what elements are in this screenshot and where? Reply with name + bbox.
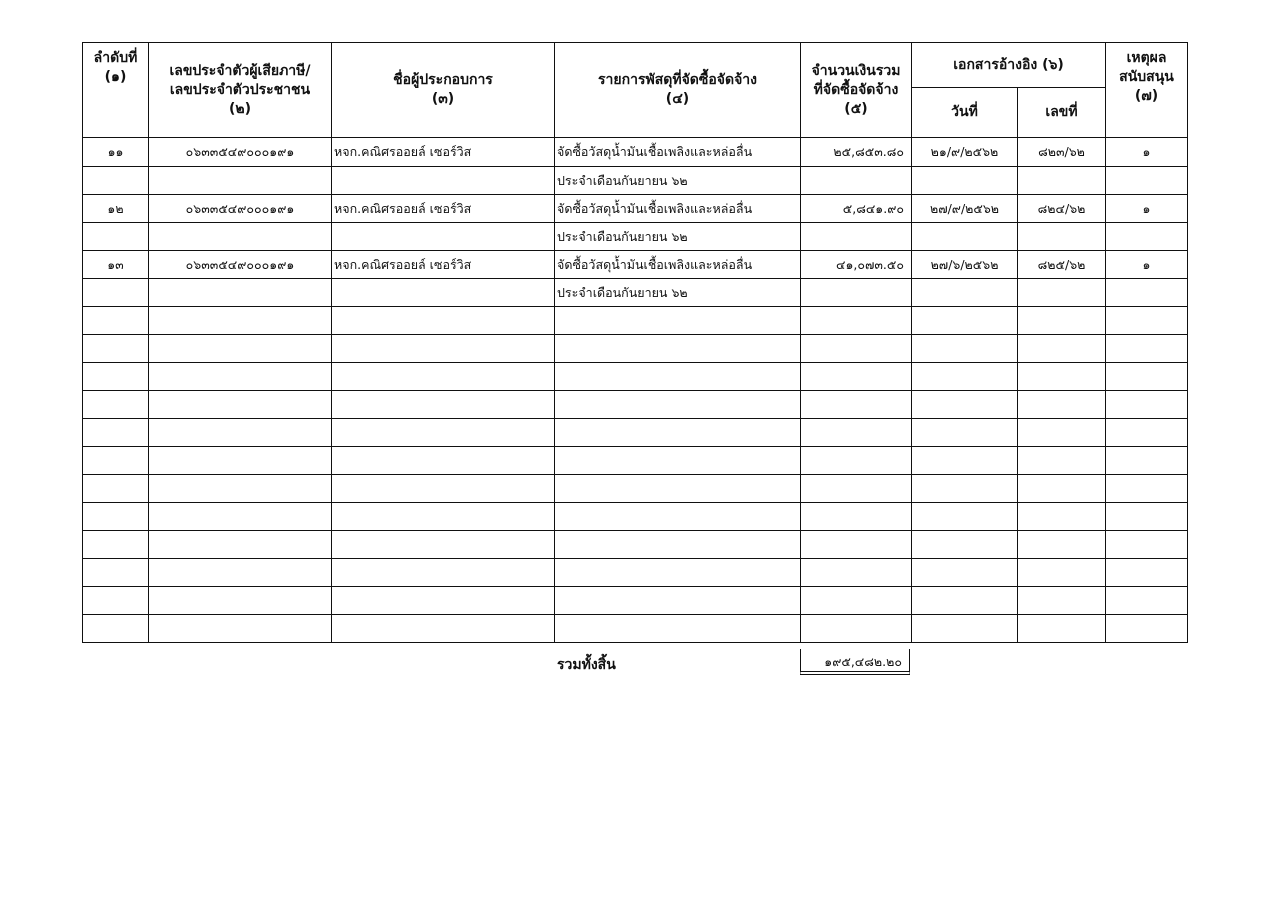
amount-cell	[801, 531, 912, 559]
reason-cell: ๑	[1106, 251, 1188, 279]
taxid-cell	[149, 615, 332, 643]
vendor-cell	[332, 223, 555, 251]
taxid-cell	[149, 419, 332, 447]
amount-cell	[801, 587, 912, 615]
order-cell	[83, 391, 149, 419]
amount-cell	[801, 475, 912, 503]
amount-cell	[801, 447, 912, 475]
item-cell: จัดซื้อวัสดุน้ำมันเชื้อเพลิงและหล่อลื่น	[555, 138, 801, 167]
ref-date-cell	[912, 391, 1018, 419]
reason-cell: ๑	[1106, 138, 1188, 167]
item-cell: ประจำเดือนกันยายน ๖๒	[555, 223, 801, 251]
ref-date-cell: ๒๑/๙/๒๕๖๒	[912, 138, 1018, 167]
ref-date-cell	[912, 587, 1018, 615]
header-vendor-num: (๓)	[431, 91, 455, 107]
order-cell	[83, 419, 149, 447]
ref-no-cell	[1018, 587, 1106, 615]
vendor-cell	[332, 279, 555, 307]
order-cell	[83, 363, 149, 391]
reason-cell	[1106, 615, 1188, 643]
vendor-cell: หจก.คณิศรออยล์ เซอร์วิส	[332, 251, 555, 279]
header-reason-line2: สนับสนุน	[1119, 69, 1174, 85]
item-cell	[555, 531, 801, 559]
taxid-cell	[149, 475, 332, 503]
amount-cell	[801, 559, 912, 587]
taxid-cell: ๐๖๓๓๕๔๙๐๐๐๑๙๑	[149, 251, 332, 279]
order-cell	[83, 503, 149, 531]
item-cell	[555, 615, 801, 643]
header-ref-no: เลขที่	[1018, 88, 1106, 138]
table-row	[83, 138, 1188, 167]
ref-no-cell	[1018, 363, 1106, 391]
vendor-cell	[332, 335, 555, 363]
order-cell	[83, 307, 149, 335]
reason-cell	[1106, 559, 1188, 587]
ref-no-cell	[1018, 503, 1106, 531]
header-amount-line2: ที่จัดซื้อจัดจ้าง	[813, 81, 899, 98]
item-cell	[555, 559, 801, 587]
table-row	[83, 391, 1188, 419]
amount-cell	[801, 279, 912, 307]
item-cell: ประจำเดือนกันยายน ๖๒	[555, 167, 801, 195]
ref-date-cell	[912, 475, 1018, 503]
taxid-cell	[149, 307, 332, 335]
vendor-cell	[332, 419, 555, 447]
order-cell	[83, 531, 149, 559]
reason-cell	[1106, 391, 1188, 419]
amount-cell	[801, 223, 912, 251]
item-cell	[555, 503, 801, 531]
ref-date-cell	[912, 335, 1018, 363]
header-order-num: (๑)	[104, 69, 127, 85]
ref-date-cell	[912, 307, 1018, 335]
order-cell	[83, 475, 149, 503]
header-taxid	[149, 43, 332, 138]
table-row	[83, 531, 1188, 559]
ref-no-cell	[1018, 531, 1106, 559]
amount-cell	[801, 391, 912, 419]
order-cell: ๑๒	[83, 195, 149, 223]
header-reason-num: (๗)	[1134, 88, 1159, 104]
reason-cell	[1106, 447, 1188, 475]
reason-cell	[1106, 167, 1188, 195]
header-taxid-line2: เลขประจำตัวประชาชน	[169, 81, 311, 98]
order-cell	[83, 559, 149, 587]
header-order	[83, 43, 149, 138]
reason-cell	[1106, 587, 1188, 615]
taxid-cell	[149, 335, 332, 363]
header-vendor	[332, 43, 555, 138]
table-row	[83, 363, 1188, 391]
ref-no-cell	[1018, 307, 1106, 335]
taxid-cell	[149, 447, 332, 475]
order-cell	[83, 335, 149, 363]
ref-date-cell	[912, 223, 1018, 251]
table-row	[83, 475, 1188, 503]
taxid-cell	[149, 279, 332, 307]
ref-no-cell	[1018, 615, 1106, 643]
table-row	[83, 587, 1188, 615]
item-cell: จัดซื้อวัสดุน้ำมันเชื้อเพลิงและหล่อลื่น	[555, 195, 801, 223]
table-row	[83, 447, 1188, 475]
reason-cell: ๑	[1106, 195, 1188, 223]
vendor-cell: หจก.คณิศรออยล์ เซอร์วิส	[332, 195, 555, 223]
amount-cell	[801, 307, 912, 335]
ref-date-cell	[912, 167, 1018, 195]
ref-date-cell	[912, 447, 1018, 475]
taxid-cell	[149, 503, 332, 531]
taxid-cell	[149, 391, 332, 419]
table-row	[83, 559, 1188, 587]
item-cell	[555, 475, 801, 503]
table-row	[83, 251, 1188, 279]
reason-cell	[1106, 531, 1188, 559]
ref-no-cell	[1018, 335, 1106, 363]
amount-cell: ๕,๘๔๑.๙๐	[801, 195, 912, 223]
ref-date-cell	[912, 363, 1018, 391]
ref-date-cell: ๒๗/๖/๒๕๖๒	[912, 251, 1018, 279]
item-cell: จัดซื้อวัสดุน้ำมันเชื้อเพลิงและหล่อลื่น	[555, 251, 801, 279]
reason-cell	[1106, 503, 1188, 531]
vendor-cell	[332, 559, 555, 587]
header-reason-line1: เหตุผล	[1126, 50, 1167, 66]
ref-no-cell	[1018, 475, 1106, 503]
ref-no-cell	[1018, 279, 1106, 307]
ref-no-cell: ๘๒๔/๖๒	[1018, 195, 1106, 223]
taxid-cell	[149, 587, 332, 615]
table-row	[83, 195, 1188, 223]
ref-date-cell	[912, 419, 1018, 447]
amount-cell	[801, 615, 912, 643]
amount-cell: ๒๕,๘๕๓.๘๐	[801, 138, 912, 167]
header-taxid-num: (๒)	[228, 100, 252, 117]
ref-no-cell	[1018, 223, 1106, 251]
header-reason	[1106, 43, 1188, 138]
total-label: รวมทั้งสิ้น	[557, 657, 616, 673]
reason-cell	[1106, 335, 1188, 363]
header-amount	[801, 43, 912, 138]
vendor-cell	[332, 363, 555, 391]
item-cell: ประจำเดือนกันยายน ๖๒	[555, 279, 801, 307]
ref-date-cell	[912, 531, 1018, 559]
ref-no-cell	[1018, 447, 1106, 475]
amount-cell	[801, 167, 912, 195]
header-items	[555, 43, 801, 138]
taxid-cell: ๐๖๓๓๕๔๙๐๐๐๑๙๑	[149, 138, 332, 167]
taxid-cell	[149, 531, 332, 559]
amount-cell	[801, 503, 912, 531]
item-cell	[555, 587, 801, 615]
ref-no-cell	[1018, 559, 1106, 587]
vendor-cell	[332, 307, 555, 335]
order-cell	[83, 167, 149, 195]
item-cell	[555, 447, 801, 475]
taxid-cell	[149, 363, 332, 391]
ref-no-cell: ๘๒๓/๖๒	[1018, 138, 1106, 167]
ref-date-cell: ๒๗/๙/๒๕๖๒	[912, 195, 1018, 223]
header-order-label: ลำดับที่	[93, 50, 138, 66]
item-cell	[555, 391, 801, 419]
order-cell	[83, 447, 149, 475]
header-taxid-line1: เลขประจำตัวผู้เสียภาษี/	[169, 62, 311, 79]
vendor-cell	[332, 503, 555, 531]
total-amount: ๑๙๕,๔๘๒.๒๐	[800, 649, 910, 675]
amount-cell: ๔๑,๐๗๓.๕๐	[801, 251, 912, 279]
order-cell	[83, 587, 149, 615]
ref-no-cell	[1018, 167, 1106, 195]
vendor-cell	[332, 475, 555, 503]
vendor-cell	[332, 447, 555, 475]
ref-no-cell: ๘๒๕/๖๒	[1018, 251, 1106, 279]
table-row	[83, 615, 1188, 643]
item-cell	[555, 363, 801, 391]
reason-cell	[1106, 363, 1188, 391]
vendor-cell: หจก.คณิศรออยล์ เซอร์วิส	[332, 138, 555, 167]
ref-no-cell	[1018, 391, 1106, 419]
taxid-cell: ๐๖๓๓๕๔๙๐๐๐๑๙๑	[149, 195, 332, 223]
order-cell: ๑๑	[83, 138, 149, 167]
header-items-num: (๔)	[665, 91, 690, 107]
ref-date-cell	[912, 559, 1018, 587]
header-ref: เอกสารอ้างอิง (๖)	[912, 43, 1106, 88]
reason-cell	[1106, 419, 1188, 447]
vendor-cell	[332, 531, 555, 559]
item-cell	[555, 307, 801, 335]
header-amount-line1: จำนวนเงินรวม	[811, 62, 901, 79]
ref-date-cell	[912, 615, 1018, 643]
amount-cell	[801, 419, 912, 447]
order-cell	[83, 615, 149, 643]
taxid-cell	[149, 167, 332, 195]
vendor-cell	[332, 587, 555, 615]
procurement-table	[82, 42, 1188, 643]
vendor-cell	[332, 167, 555, 195]
header-items-label: รายการพัสดุที่จัดซื้อจัดจ้าง	[598, 72, 757, 88]
ref-no-cell	[1018, 419, 1106, 447]
table-row	[83, 419, 1188, 447]
reason-cell	[1106, 279, 1188, 307]
amount-cell	[801, 335, 912, 363]
reason-cell	[1106, 307, 1188, 335]
item-cell	[555, 419, 801, 447]
header-vendor-label: ชื่อผู้ประกอบการ	[393, 72, 493, 88]
reason-cell	[1106, 223, 1188, 251]
item-cell	[555, 335, 801, 363]
amount-cell	[801, 363, 912, 391]
header-amount-num: (๕)	[844, 100, 868, 117]
table-row	[83, 279, 1188, 307]
table-body	[83, 138, 1188, 643]
taxid-cell	[149, 223, 332, 251]
ref-date-cell	[912, 503, 1018, 531]
order-cell: ๑๓	[83, 251, 149, 279]
table-row	[83, 307, 1188, 335]
table-row	[83, 223, 1188, 251]
table-row	[83, 503, 1188, 531]
header-ref-date: วันที่	[912, 88, 1018, 138]
order-cell	[83, 279, 149, 307]
order-cell	[83, 223, 149, 251]
taxid-cell	[149, 559, 332, 587]
vendor-cell	[332, 615, 555, 643]
ref-date-cell	[912, 279, 1018, 307]
reason-cell	[1106, 475, 1188, 503]
vendor-cell	[332, 391, 555, 419]
table-row	[83, 335, 1188, 363]
table-row	[83, 167, 1188, 195]
